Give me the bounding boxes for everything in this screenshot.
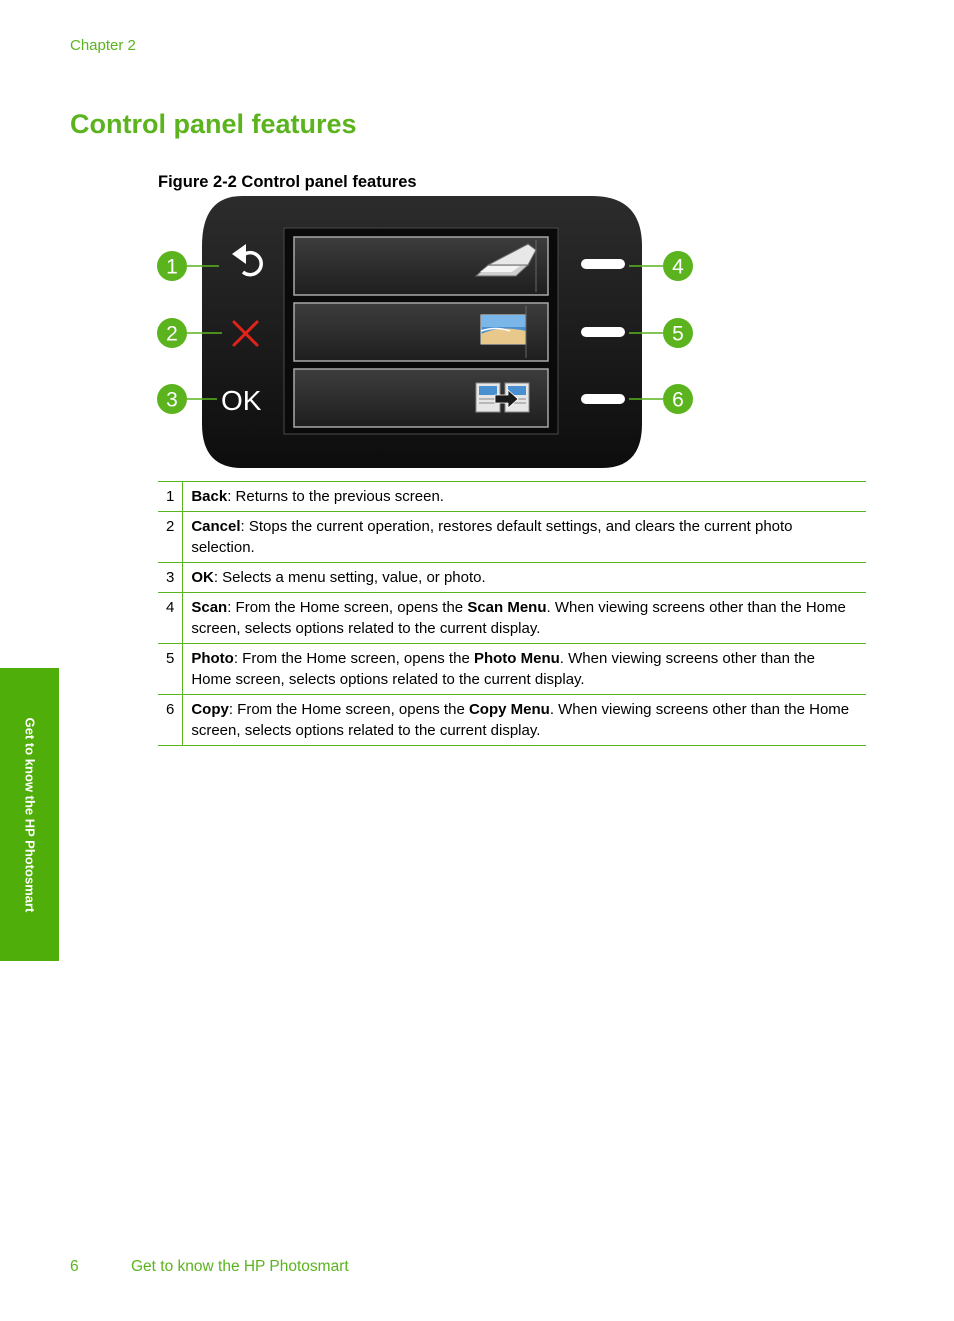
table-row xyxy=(158,482,866,512)
callout-2 xyxy=(157,318,187,348)
term: Copy xyxy=(191,701,229,718)
row-number: 4 xyxy=(158,593,183,644)
select-button-scan[interactable] xyxy=(581,259,625,269)
row-number: 3 xyxy=(158,563,183,593)
page-title: Control panel features xyxy=(70,109,357,139)
row-number: 2 xyxy=(158,512,183,563)
row-description: Copy: From the Home screen, opens the Copy Menu. When viewing screens other than the Home screen, selects options related to the current display. xyxy=(191,701,850,739)
svg-text:1: 1 xyxy=(166,255,178,279)
table-row xyxy=(158,512,866,563)
photo-icon xyxy=(481,315,526,344)
side-tab-label: Get to know the HP Photosmart xyxy=(22,717,37,912)
chapter-label: Chapter 2 xyxy=(70,37,136,54)
svg-text:3: 3 xyxy=(166,388,178,412)
term: Scan xyxy=(191,599,228,616)
term: Back xyxy=(191,488,228,505)
menu-copy-button[interactable] xyxy=(294,369,548,427)
menu-photo-button[interactable] xyxy=(294,303,548,361)
callout-3 xyxy=(157,384,187,414)
callout-6 xyxy=(663,384,693,414)
term: Cancel xyxy=(191,518,241,535)
menu-name: Scan Menu xyxy=(467,599,547,616)
svg-text:6: 6 xyxy=(672,388,684,412)
row-description: OK: Selects a menu setting, value, or photo. xyxy=(191,569,486,586)
legend-table xyxy=(158,481,866,746)
menu-name: Photo Menu xyxy=(473,650,560,667)
svg-text:5: 5 xyxy=(672,322,684,346)
row-number: 6 xyxy=(158,695,183,746)
menu-scan-button[interactable] xyxy=(294,237,548,295)
select-button-copy[interactable] xyxy=(581,394,625,404)
menu-name: Copy Menu xyxy=(468,701,550,718)
table-row xyxy=(158,695,866,746)
figure-caption: Figure 2-2 Control panel features xyxy=(158,173,417,191)
row-description: Scan: From the Home screen, opens the Scan Menu. When viewing screens other than the Home screen, selects options related to the current display. xyxy=(191,599,846,637)
footer-title: Get to know the HP Photosmart xyxy=(131,1258,349,1275)
select-button-photo[interactable] xyxy=(581,327,625,337)
row-description: Cancel: Stops the current operation, restores default settings, and clears the current photo selection. xyxy=(191,518,793,556)
control-panel-figure xyxy=(150,194,710,472)
callout-4 xyxy=(663,251,693,281)
row-description: Photo: From the Home screen, opens the Photo Menu. When viewing screens other than the Home screen, selects options related to the current display. xyxy=(191,650,815,688)
svg-text:2: 2 xyxy=(166,322,178,346)
footer-page-number: 6 xyxy=(70,1258,79,1275)
ok-button-label: OK xyxy=(221,385,262,416)
row-description: Back: Returns to the previous screen. xyxy=(191,488,444,505)
svg-text:4: 4 xyxy=(672,255,684,279)
callout-5 xyxy=(663,318,693,348)
ok-button[interactable] xyxy=(221,385,262,416)
term: OK xyxy=(191,569,214,586)
side-tab xyxy=(0,668,59,961)
table-row xyxy=(158,593,866,644)
row-number: 1 xyxy=(158,482,183,512)
callout-1 xyxy=(157,251,187,281)
table-row xyxy=(158,563,866,593)
table-row xyxy=(158,644,866,695)
row-number: 5 xyxy=(158,644,183,695)
term: Photo xyxy=(191,650,234,667)
